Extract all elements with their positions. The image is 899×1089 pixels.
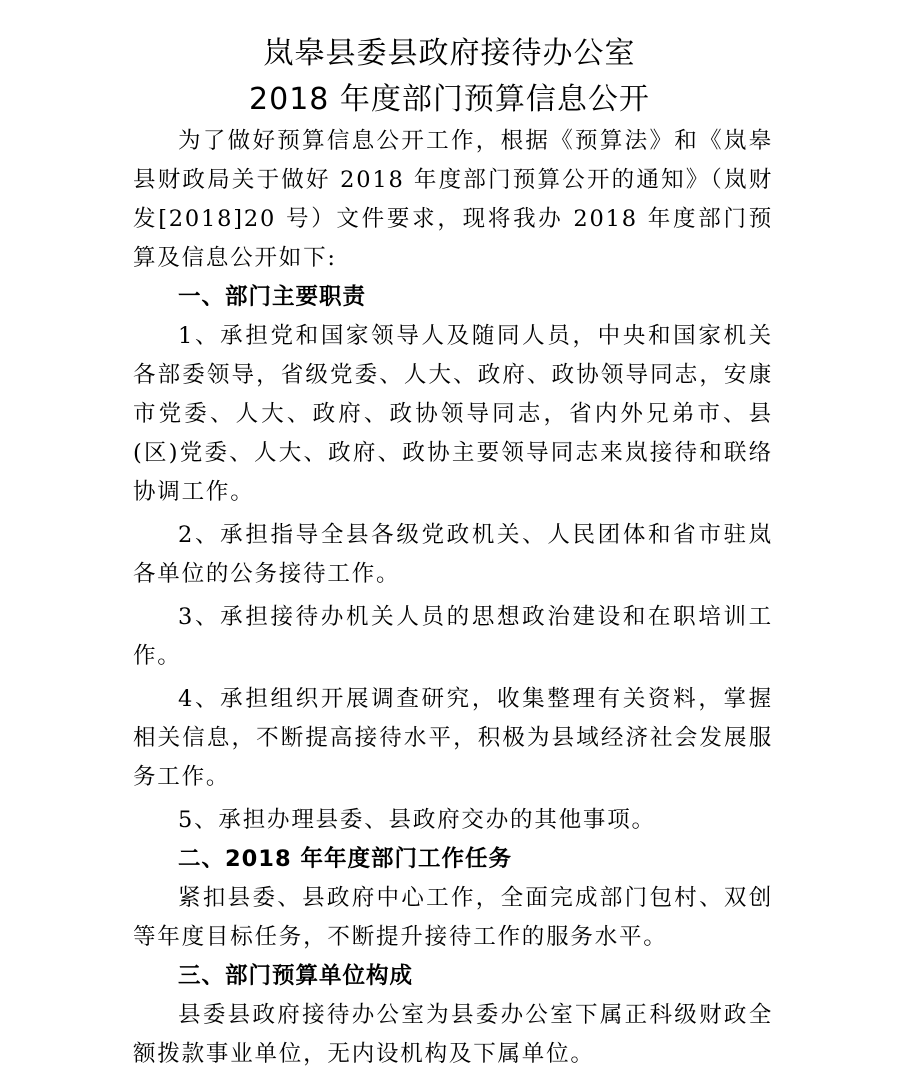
title-block (0, 31, 899, 123)
duty-item: 2、承担指导全县各级党政机关、人民团体和省市驻岚各单位的公务接待工作。 (133, 522, 773, 587)
section-heading-tasks: 二、2018 年年度部门工作任务 (178, 846, 512, 872)
document-title-line-1: 岚皋县委县政府接待办公室 (263, 36, 636, 71)
document-body (133, 122, 773, 1074)
tasks-paragraph: 紧扣县委、县政府中心工作，全面完成部门包村、双创等年度目标任务，不断提升接待工作的服务水平。 (133, 885, 773, 950)
section-heading-budget-units: 三、部门预算单位构成 (178, 963, 414, 989)
duty-item: 3、承担接待办机关人员的思想政治建设和在职培训工作。 (133, 604, 773, 669)
section-heading-duties: 一、部门主要职责 (178, 284, 367, 310)
document-title-line-2: 2018 年度部门预算信息公开 (249, 82, 650, 117)
budget-units-paragraph: 县委县政府接待办公室为县委办公室下属正科级财政全额拨款事业单位，无内设机构及下属单位。 (133, 1002, 773, 1067)
duty-item: 1、承担党和国家领导人及随同人员，中央和国家机关各部委领导，省级党委、人大、政府、政协领导同志，安康市党委、人大、政府、政协领导同志，省内外兄弟市、县(区)党委、人大、政府、政协主要领导同志来岚接待和联络协调工作。 (133, 323, 773, 505)
duty-item: 5、承担办理县委、县政府交办的其他事项。 (178, 807, 656, 833)
intro-paragraph: 为了做好预算信息公开工作，根据《预算法》和《岚皋县财政局关于做好 2018 年度部门预算公开的通知》（岚财发[2018]20 号）文件要求，现将我办 2018 年度部门预算及信息公开如下: (133, 128, 773, 271)
duty-item: 4、承担组织开展调查研究，收集整理有关资料，掌握相关信息，不断提高接待水平，积极为县域经济社会发展服务工作。 (133, 686, 773, 790)
